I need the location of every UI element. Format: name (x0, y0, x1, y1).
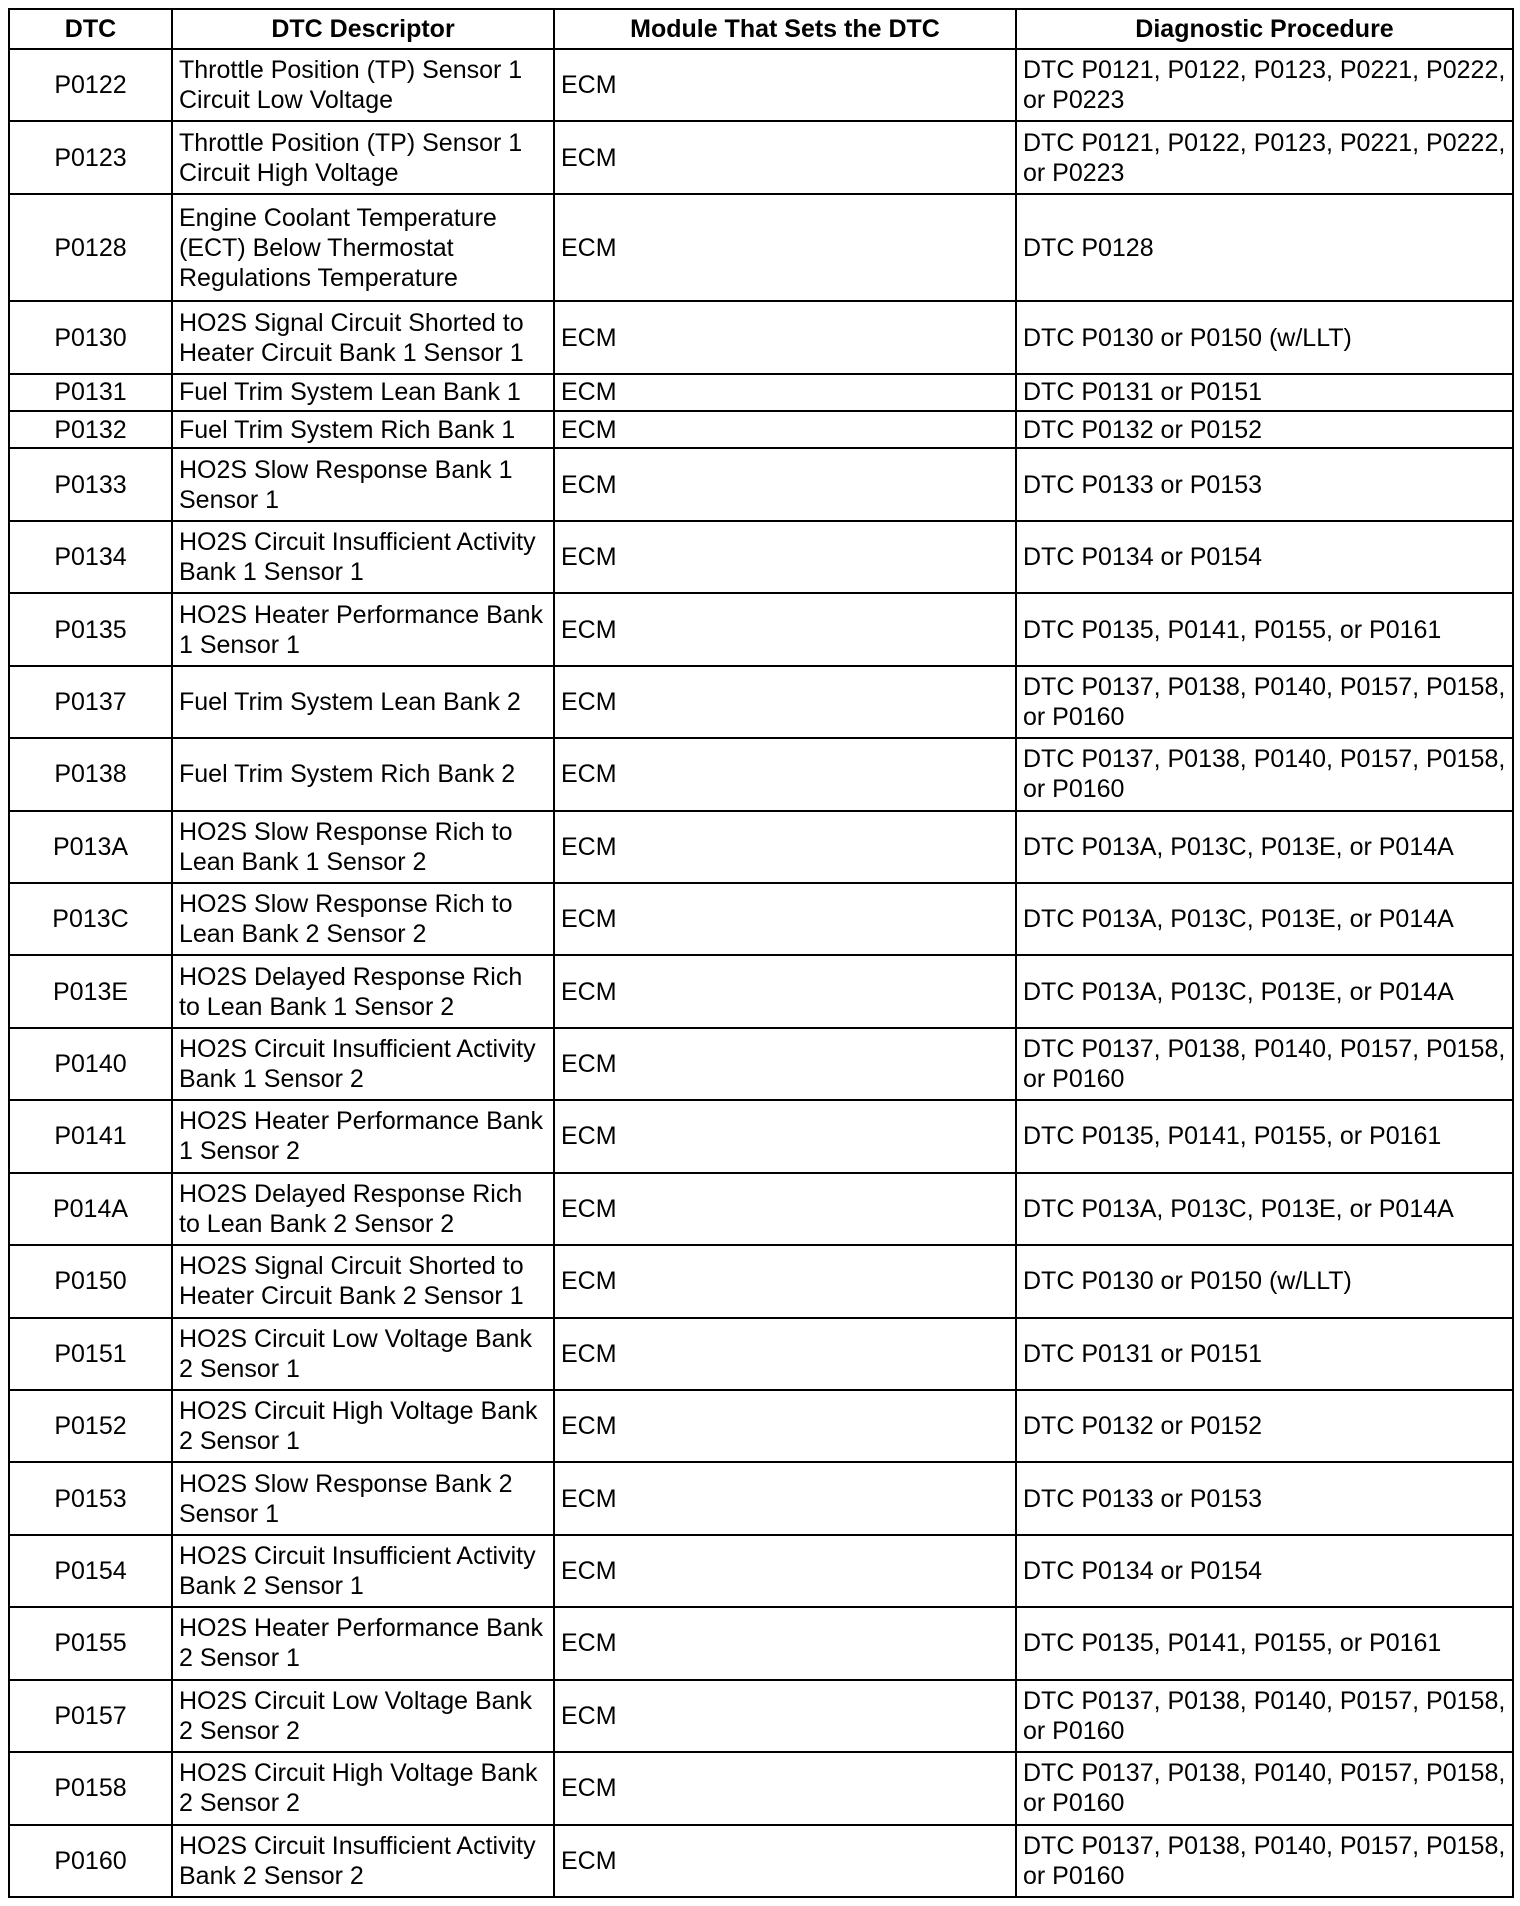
cell-procedure: DTC P013A, P013C, P013E, or P014A (1016, 955, 1513, 1027)
cell-procedure: DTC P013A, P013C, P013E, or P014A (1016, 883, 1513, 955)
cell-procedure: DTC P0135, P0141, P0155, or P0161 (1016, 1100, 1513, 1172)
cell-dtc: P0154 (9, 1535, 172, 1607)
cell-dtc: P0137 (9, 666, 172, 738)
cell-dtc: P0151 (9, 1318, 172, 1390)
cell-descriptor: HO2S Circuit High Voltage Bank 2 Sensor 2 (172, 1752, 554, 1824)
cell-procedure: DTC P0137, P0138, P0140, P0157, P0158, or P0160 (1016, 1680, 1513, 1752)
cell-descriptor: HO2S Slow Response Rich to Lean Bank 1 Sensor 2 (172, 811, 554, 883)
cell-procedure: DTC P0137, P0138, P0140, P0157, P0158, or P0160 (1016, 666, 1513, 738)
cell-procedure: DTC P0134 or P0154 (1016, 1535, 1513, 1607)
cell-module: ECM (554, 49, 1016, 121)
cell-descriptor: HO2S Circuit Insufficient Activity Bank 2 Sensor 2 (172, 1825, 554, 1898)
cell-module: ECM (554, 1318, 1016, 1390)
cell-procedure: DTC P0130 or P0150 (w/LLT) (1016, 301, 1513, 373)
cell-dtc: P0134 (9, 521, 172, 593)
cell-descriptor: HO2S Delayed Response Rich to Lean Bank 1 Sensor 2 (172, 955, 554, 1027)
cell-module: ECM (554, 521, 1016, 593)
cell-module: ECM (554, 1173, 1016, 1245)
table-row (9, 1173, 1513, 1245)
cell-dtc: P0141 (9, 1100, 172, 1172)
table-row (9, 811, 1513, 883)
cell-dtc: P0153 (9, 1462, 172, 1534)
cell-descriptor: HO2S Circuit Low Voltage Bank 2 Sensor 2 (172, 1680, 554, 1752)
cell-procedure: DTC P0131 or P0151 (1016, 374, 1513, 411)
cell-dtc: P0160 (9, 1825, 172, 1898)
cell-procedure: DTC P0137, P0138, P0140, P0157, P0158, or P0160 (1016, 1825, 1513, 1898)
dtc-table (8, 8, 1514, 1898)
cell-descriptor: HO2S Circuit Insufficient Activity Bank 1 Sensor 1 (172, 521, 554, 593)
cell-dtc: P0135 (9, 593, 172, 665)
cell-dtc: P013E (9, 955, 172, 1027)
cell-module: ECM (554, 1752, 1016, 1824)
cell-procedure: DTC P0137, P0138, P0140, P0157, P0158, or P0160 (1016, 1028, 1513, 1100)
cell-dtc: P013C (9, 883, 172, 955)
table-row (9, 1245, 1513, 1317)
cell-descriptor: HO2S Circuit Low Voltage Bank 2 Sensor 1 (172, 1318, 554, 1390)
header-dtc-descriptor: DTC Descriptor (172, 9, 554, 49)
table-row (9, 666, 1513, 738)
cell-dtc: P013A (9, 811, 172, 883)
cell-dtc: P0128 (9, 194, 172, 301)
table-row (9, 1680, 1513, 1752)
cell-module: ECM (554, 1100, 1016, 1172)
cell-dtc: P0123 (9, 121, 172, 193)
cell-module: ECM (554, 1535, 1016, 1607)
cell-module: ECM (554, 194, 1016, 301)
cell-module: ECM (554, 1607, 1016, 1679)
cell-module: ECM (554, 1680, 1016, 1752)
cell-procedure: DTC P013A, P013C, P013E, or P014A (1016, 811, 1513, 883)
cell-module: ECM (554, 301, 1016, 373)
cell-procedure: DTC P0135, P0141, P0155, or P0161 (1016, 1607, 1513, 1679)
cell-module: ECM (554, 738, 1016, 810)
cell-descriptor: Throttle Position (TP) Sensor 1 Circuit High Voltage (172, 121, 554, 193)
cell-dtc: P0155 (9, 1607, 172, 1679)
table-row (9, 593, 1513, 665)
table-row (9, 411, 1513, 448)
cell-procedure: DTC P0134 or P0154 (1016, 521, 1513, 593)
cell-dtc: P0152 (9, 1390, 172, 1462)
cell-module: ECM (554, 1462, 1016, 1534)
cell-procedure: DTC P0137, P0138, P0140, P0157, P0158, or P0160 (1016, 1752, 1513, 1824)
cell-dtc: P0130 (9, 301, 172, 373)
cell-procedure: DTC P0133 or P0153 (1016, 1462, 1513, 1534)
cell-module: ECM (554, 593, 1016, 665)
cell-dtc: P0150 (9, 1245, 172, 1317)
table-row (9, 1100, 1513, 1172)
table-row (9, 1028, 1513, 1100)
cell-procedure: DTC P0132 or P0152 (1016, 411, 1513, 448)
table-row (9, 1607, 1513, 1679)
cell-dtc: P0157 (9, 1680, 172, 1752)
cell-module: ECM (554, 883, 1016, 955)
cell-dtc: P0138 (9, 738, 172, 810)
header-dtc: DTC (9, 9, 172, 49)
cell-descriptor: Throttle Position (TP) Sensor 1 Circuit Low Voltage (172, 49, 554, 121)
cell-descriptor: HO2S Circuit Insufficient Activity Bank 2 Sensor 1 (172, 1535, 554, 1607)
cell-descriptor: HO2S Circuit High Voltage Bank 2 Sensor 1 (172, 1390, 554, 1462)
cell-module: ECM (554, 411, 1016, 448)
table-row (9, 1825, 1513, 1898)
table-row (9, 1390, 1513, 1462)
cell-module: ECM (554, 811, 1016, 883)
cell-module: ECM (554, 666, 1016, 738)
cell-procedure: DTC P0130 or P0150 (w/LLT) (1016, 1245, 1513, 1317)
cell-descriptor: HO2S Delayed Response Rich to Lean Bank 2 Sensor 2 (172, 1173, 554, 1245)
cell-module: ECM (554, 1028, 1016, 1100)
cell-dtc: P0122 (9, 49, 172, 121)
cell-procedure: DTC P013A, P013C, P013E, or P014A (1016, 1173, 1513, 1245)
table-header-row (9, 9, 1513, 49)
cell-procedure: DTC P0128 (1016, 194, 1513, 301)
header-module: Module That Sets the DTC (554, 9, 1016, 49)
cell-dtc: P0140 (9, 1028, 172, 1100)
cell-module: ECM (554, 1245, 1016, 1317)
cell-procedure: DTC P0131 or P0151 (1016, 1318, 1513, 1390)
table-row (9, 1462, 1513, 1534)
cell-descriptor: HO2S Signal Circuit Shorted to Heater Circuit Bank 1 Sensor 1 (172, 301, 554, 373)
cell-procedure: DTC P0121, P0122, P0123, P0221, P0222, or P0223 (1016, 121, 1513, 193)
cell-dtc: P0158 (9, 1752, 172, 1824)
cell-procedure: DTC P0133 or P0153 (1016, 448, 1513, 520)
cell-module: ECM (554, 955, 1016, 1027)
table-row (9, 738, 1513, 810)
cell-module: ECM (554, 1825, 1016, 1898)
cell-descriptor: Fuel Trim System Rich Bank 2 (172, 738, 554, 810)
cell-descriptor: Engine Coolant Temperature (ECT) Below Thermostat Regulations Temperature (172, 194, 554, 301)
cell-procedure: DTC P0132 or P0152 (1016, 1390, 1513, 1462)
cell-module: ECM (554, 448, 1016, 520)
cell-descriptor: Fuel Trim System Lean Bank 2 (172, 666, 554, 738)
cell-procedure: DTC P0137, P0138, P0140, P0157, P0158, or P0160 (1016, 738, 1513, 810)
cell-dtc: P014A (9, 1173, 172, 1245)
table-row (9, 121, 1513, 193)
table-row (9, 194, 1513, 301)
table-row (9, 1318, 1513, 1390)
table-row (9, 1535, 1513, 1607)
cell-descriptor: HO2S Circuit Insufficient Activity Bank 1 Sensor 2 (172, 1028, 554, 1100)
table-row (9, 374, 1513, 411)
cell-module: ECM (554, 374, 1016, 411)
cell-descriptor: HO2S Heater Performance Bank 2 Sensor 1 (172, 1607, 554, 1679)
cell-module: ECM (554, 121, 1016, 193)
cell-descriptor: HO2S Heater Performance Bank 1 Sensor 1 (172, 593, 554, 665)
cell-descriptor: HO2S Slow Response Rich to Lean Bank 2 Sensor 2 (172, 883, 554, 955)
table-row (9, 301, 1513, 373)
table-row (9, 49, 1513, 121)
cell-descriptor: HO2S Slow Response Bank 1 Sensor 1 (172, 448, 554, 520)
cell-module: ECM (554, 1390, 1016, 1462)
cell-dtc: P0131 (9, 374, 172, 411)
cell-descriptor: HO2S Slow Response Bank 2 Sensor 1 (172, 1462, 554, 1534)
cell-descriptor: Fuel Trim System Rich Bank 1 (172, 411, 554, 448)
cell-procedure: DTC P0121, P0122, P0123, P0221, P0222, or P0223 (1016, 49, 1513, 121)
cell-dtc: P0133 (9, 448, 172, 520)
cell-procedure: DTC P0135, P0141, P0155, or P0161 (1016, 593, 1513, 665)
cell-dtc: P0132 (9, 411, 172, 448)
table-row (9, 448, 1513, 520)
cell-descriptor: Fuel Trim System Lean Bank 1 (172, 374, 554, 411)
cell-descriptor: HO2S Heater Performance Bank 1 Sensor 2 (172, 1100, 554, 1172)
table-row (9, 955, 1513, 1027)
table-row (9, 1752, 1513, 1824)
cell-descriptor: HO2S Signal Circuit Shorted to Heater Circuit Bank 2 Sensor 1 (172, 1245, 554, 1317)
header-diagnostic-procedure: Diagnostic Procedure (1016, 9, 1513, 49)
table-row (9, 521, 1513, 593)
table-row (9, 883, 1513, 955)
